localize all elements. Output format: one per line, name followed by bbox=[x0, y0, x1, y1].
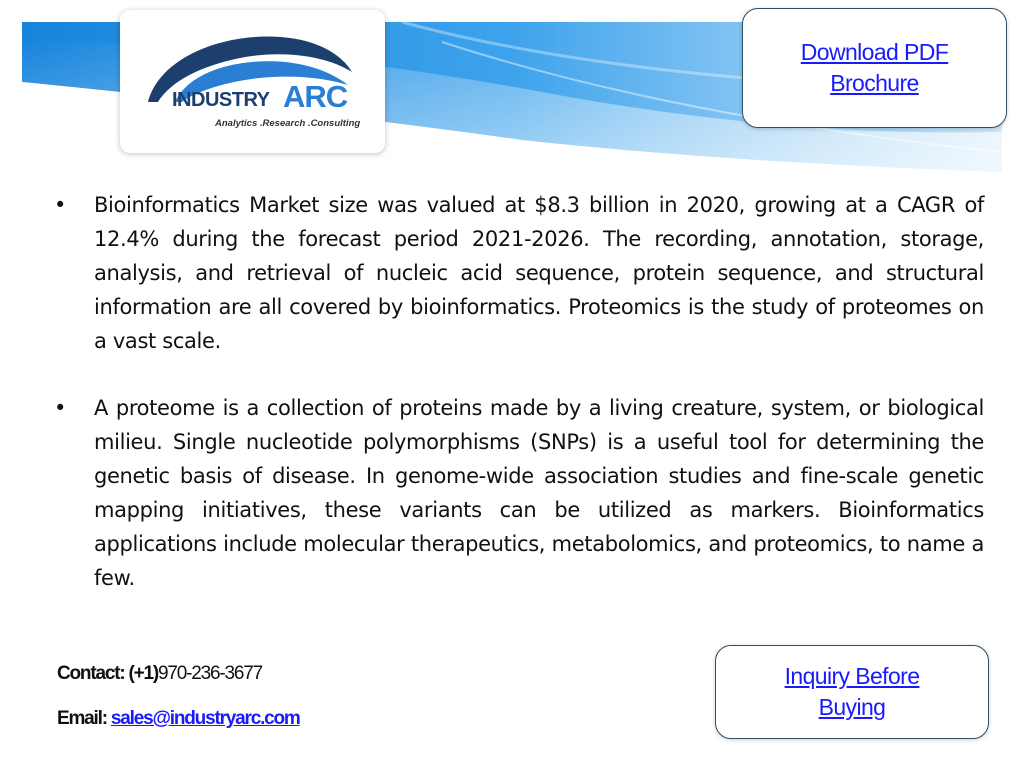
download-link-line2: Brochure bbox=[830, 70, 919, 96]
bullet-text: A proteome is a collection of proteins made by a living creature, system, or biological milieu. Single nucleotide polymorphisms (SNPs) is a useful tool for determining the genetic basis of disease. In genome-wide association studies and fine-scale genetic mapping initiatives, these variants can be utilized as markers. Bioinformatics applications include molecular therapeutics, metabolomics, and proteomics, to name a few. bbox=[94, 396, 984, 590]
logo-brand-right: ARC bbox=[283, 79, 348, 114]
email-link[interactable]: sales@industryarc.com bbox=[110, 708, 300, 729]
inquiry-link-line1: Inquiry Before bbox=[784, 663, 920, 689]
email-line bbox=[57, 708, 300, 730]
main-content bbox=[50, 188, 984, 628]
logo-card bbox=[120, 10, 385, 153]
bullet-text: Bioinformatics Market size was valued at $8.3 billion in 2020, growing at a CAGR of 12.4% during the forecast period 2021-2026. The recording, annotation, storage, analysis, and retrieval of nucleic acid sequence, protein sequence, and structural information are all covered by bioinformatics. Proteomics is the study of proteomes on a vast scale. bbox=[94, 193, 984, 353]
contact-label: Contact: (+1) bbox=[57, 663, 159, 684]
download-brochure-box[interactable] bbox=[742, 8, 1007, 128]
logo-brand-left: INDUSTRY bbox=[172, 89, 270, 111]
inquiry-box[interactable] bbox=[715, 645, 989, 739]
inquiry-link-line2: Buying bbox=[818, 694, 886, 720]
logo-tagline: Analytics .Research .Consulting bbox=[215, 118, 361, 129]
contact-line bbox=[57, 663, 262, 685]
bullet-item bbox=[50, 188, 984, 358]
email-label: Email: bbox=[57, 708, 107, 729]
download-brochure-link[interactable] bbox=[801, 37, 948, 99]
download-link-line1: Download PDF bbox=[800, 39, 949, 65]
industryarc-logo bbox=[120, 10, 385, 153]
inquiry-link[interactable] bbox=[785, 661, 920, 723]
bullet-item bbox=[50, 391, 984, 595]
bullet-dot: • bbox=[54, 193, 67, 217]
contact-number: 970-236-3677 bbox=[158, 663, 262, 684]
bullet-dot: • bbox=[54, 396, 67, 420]
